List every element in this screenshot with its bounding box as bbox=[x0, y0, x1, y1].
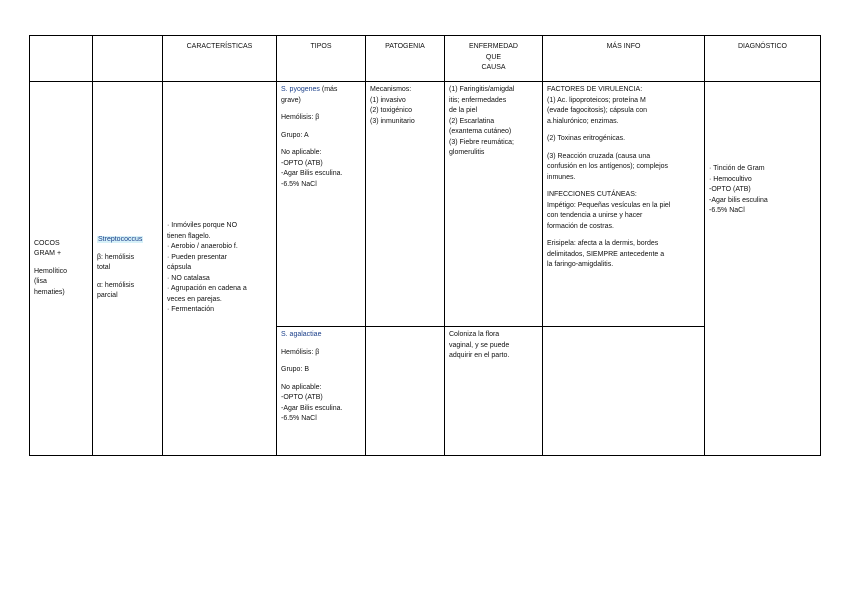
infecciones-title: INFECCIONES CUTÁNEAS: bbox=[547, 191, 637, 198]
beta-line2: total bbox=[97, 264, 111, 272]
pyogenes-note2: grave) bbox=[281, 96, 301, 104]
erisipela-line: la faringo-amigdalitis. bbox=[547, 261, 614, 268]
cell-genus bbox=[93, 82, 163, 456]
cell-enfermedad bbox=[445, 82, 543, 327]
toxinas-line: (2) Toxinas eritrogénicas. bbox=[547, 135, 626, 142]
diagnostico-line: -6.5% NaCl bbox=[709, 207, 745, 214]
header-empty-1 bbox=[30, 36, 93, 82]
cell-caracteristicas bbox=[163, 82, 277, 456]
diagnostico-line: · Tinción de Gram bbox=[709, 165, 765, 172]
car-line: · Fermentación bbox=[167, 306, 215, 314]
genus-gap2 bbox=[97, 274, 158, 281]
pyogenes-test: -Agar Bilis esculina. bbox=[281, 170, 343, 177]
agalactiae-hemolisis: Hemólisis: β bbox=[281, 348, 320, 356]
car-line: veces en parejas. bbox=[167, 295, 222, 303]
alpha-line2: parcial bbox=[97, 292, 118, 300]
enfermedad-line: de la piel bbox=[449, 107, 478, 114]
header-enfermedad bbox=[445, 36, 543, 82]
cell-cocos bbox=[30, 82, 93, 456]
enfermedad-line: itis; enfermedades bbox=[449, 96, 507, 104]
header-enfermedad-line1: ENFERMEDAD bbox=[468, 43, 518, 50]
enfermedad-line: (2) Escarlatina bbox=[449, 117, 495, 125]
patogenia-line: Mecanismos: bbox=[370, 86, 412, 93]
enfermedad-line: glomerulitis bbox=[449, 149, 485, 156]
pyo-gap bbox=[281, 106, 361, 113]
cell-diagnostico bbox=[705, 82, 821, 456]
agalactiae-test: -6.5% NaCl bbox=[281, 415, 317, 422]
mi-gap bbox=[547, 183, 700, 190]
enfermedad-line: (3) Fiebre reumática; bbox=[449, 138, 514, 146]
row-pyogenes bbox=[30, 82, 821, 327]
pyogenes-na: No aplicable: bbox=[281, 149, 322, 156]
factores-line: a.hialurónico; enzimas. bbox=[547, 117, 619, 125]
impetigo-line: formación de costras. bbox=[547, 222, 614, 230]
mi-gap bbox=[547, 232, 700, 239]
car-line: · NO catalasa bbox=[167, 274, 210, 282]
agalactiae-na: No aplicable: bbox=[281, 383, 322, 391]
pyogenes-note1: (más bbox=[319, 86, 338, 93]
impetigo-line: con tendencia a unirse y hacer bbox=[547, 212, 643, 219]
cell-agalactiae bbox=[277, 327, 366, 456]
erisipela-line: Erisipela: afecta a la dermis, bordes bbox=[547, 240, 659, 247]
car-line: tienen flagelo. bbox=[167, 232, 211, 240]
agalactiae-name: S. agalactiae bbox=[281, 331, 322, 338]
header-patogenia: PATOGENIA bbox=[366, 36, 445, 82]
cocos-line2: GRAM + bbox=[34, 250, 62, 258]
genus-gap1 bbox=[97, 246, 158, 253]
car-line: · Agrupación en cadena a bbox=[167, 285, 247, 293]
cocos-line4: Hemolítico bbox=[34, 267, 68, 275]
impetigo-line: Impétigo: Pequeñas vesículas en la piel bbox=[547, 201, 671, 209]
header-diagnostico: DIAGNÓSTICO bbox=[705, 36, 821, 82]
cell-pyogenes bbox=[277, 82, 366, 327]
patogenia-line: (2) toxigénico bbox=[370, 107, 413, 114]
cell-masinfo-agalactiae bbox=[543, 327, 705, 456]
pyogenes-hemolisis: Hemólisis: β bbox=[281, 114, 320, 121]
mi-gap bbox=[547, 127, 700, 134]
header-enfermedad-line3: CAUSA bbox=[481, 64, 506, 71]
enfermedad-line: (exantema cutáneo) bbox=[449, 128, 512, 135]
factores-title: FACTORES DE VIRULENCIA: bbox=[547, 86, 643, 93]
car-line: · Pueden presentar bbox=[167, 253, 227, 261]
genus-label: Streptococcus bbox=[98, 236, 143, 244]
agalactiae-grupo: Grupo: B bbox=[281, 366, 310, 373]
pyo-gap bbox=[281, 124, 361, 131]
mi-gap bbox=[547, 145, 700, 152]
factores-line: (evade fagocitosis); cápsula con bbox=[547, 107, 647, 114]
diagnostico-line: -OPTO (ATB) bbox=[709, 186, 751, 193]
erisipela-line: delimitados, SIEMPRE antecedente a bbox=[547, 250, 665, 258]
cocos-line5: (lisa bbox=[34, 278, 47, 286]
alpha-line1: α: hemólisis bbox=[97, 281, 135, 289]
patogenia-line: (3) inmunitario bbox=[370, 117, 415, 125]
cell-enfermedad-agalactiae bbox=[445, 327, 543, 456]
header-empty-2 bbox=[93, 36, 163, 82]
reaccion-line: (3) Reacción cruzada (causa una bbox=[547, 152, 651, 160]
agalactiae-test: -Agar Bilis esculina. bbox=[281, 404, 343, 412]
patogenia-line: (1) invasivo bbox=[370, 96, 406, 104]
car-line: cápsula bbox=[167, 264, 192, 272]
reaccion-line: inmunes. bbox=[547, 173, 576, 181]
pyogenes-test: -6.5% NaCl bbox=[281, 180, 317, 188]
aga-gap bbox=[281, 376, 361, 383]
header-caracteristicas: CARACTERÍSTICAS bbox=[163, 36, 277, 82]
header-tipos: TIPOS bbox=[277, 36, 366, 82]
aga-gap bbox=[281, 341, 361, 348]
diagnostico-line: · Hemocultivo bbox=[709, 175, 752, 183]
reaccion-line: confusión en los antígenos); complejos bbox=[547, 163, 669, 170]
pyo-gap bbox=[281, 141, 361, 148]
beta-line1: β: hemólisis bbox=[97, 253, 135, 261]
car-line: · Inmóviles porque NO bbox=[167, 222, 238, 230]
cocos-gap bbox=[34, 260, 88, 267]
pyogenes-grupo: Grupo: A bbox=[281, 131, 309, 139]
factores-line: (1) Ac. lipoproteicos; proteína M bbox=[547, 96, 646, 104]
summary-table bbox=[29, 35, 821, 456]
enf-aga-line: vaginal, y se puede bbox=[449, 341, 510, 349]
cocos-line1: COCOS bbox=[34, 239, 60, 247]
header-enfermedad-line2: QUE bbox=[485, 53, 502, 61]
cell-masinfo bbox=[543, 82, 705, 327]
cell-patogenia bbox=[366, 82, 445, 327]
aga-gap bbox=[281, 358, 361, 365]
enf-aga-line: adquirir en el parto. bbox=[449, 352, 510, 359]
cocos-line6: hematies) bbox=[34, 288, 65, 296]
enf-aga-line: Coloniza la flora bbox=[449, 331, 500, 338]
pyogenes-test: -OPTO (ATB) bbox=[281, 159, 323, 167]
diagnostico-line: -Agar bilis esculina bbox=[709, 196, 768, 204]
header-row bbox=[30, 36, 821, 82]
agalactiae-test: -OPTO (ATB) bbox=[281, 394, 323, 401]
cell-patogenia-agalactiae bbox=[366, 327, 445, 456]
header-masinfo: MÁS INFO bbox=[543, 36, 705, 82]
pyogenes-name: S. pyogenes bbox=[281, 86, 320, 93]
enfermedad-line: (1) Faringitis/amigdal bbox=[449, 86, 515, 93]
car-line: · Aerobio / anaerobio f. bbox=[167, 243, 238, 251]
